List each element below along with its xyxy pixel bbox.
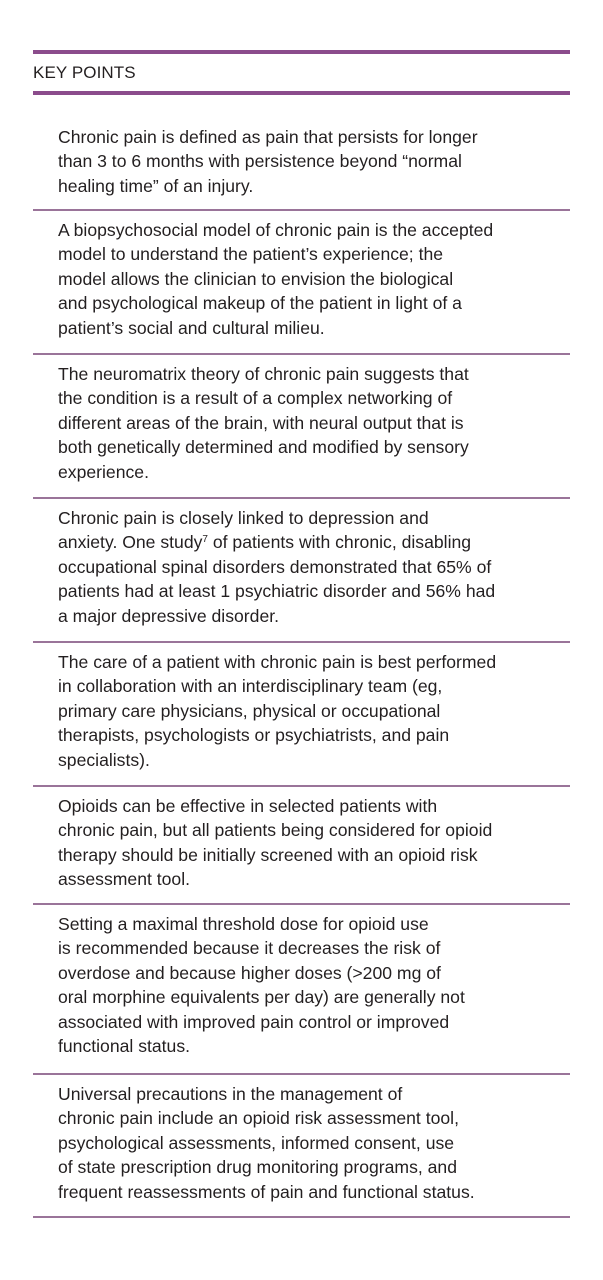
key-point-text: A biopsychosocial model of chronic pain is the accepted model to understand the patient’s experience; the model allows the clinician to envision the biological and psychological makeup of the patient in light of a patient’s social and cultural milieu.: [58, 220, 494, 338]
separator: [33, 1216, 570, 1218]
separator: [33, 785, 570, 787]
key-point-7: [33, 912, 570, 1058]
key-point-text: Chronic pain is defined as pain that persists for longer than 3 to 6 months with persistence beyond “normal healing time” of an injury.: [58, 127, 478, 196]
separator: [33, 641, 570, 643]
separator: [33, 353, 570, 355]
key-points-header: [33, 50, 570, 95]
key-point-4: [33, 506, 570, 628]
citation-superscript[interactable]: 7: [202, 534, 208, 546]
key-point-text: Universal precautions in the management of chronic pain include an opioid risk assessment tool, psychological assessments, informed consent, use of state prescription drug monitoring programs, and frequent reassessments of pain and functional status.: [58, 1084, 475, 1202]
separator: [33, 497, 570, 499]
key-point-3: [33, 362, 570, 484]
key-point-8: [33, 1082, 570, 1204]
key-point-text-before: Chronic pain is closely linked to depression and anxiety. One study: [58, 508, 429, 553]
key-point-2: [33, 218, 570, 340]
key-point-6: [33, 794, 570, 892]
separator: [33, 1073, 570, 1075]
key-points-title: KEY POINTS: [33, 63, 136, 82]
key-point-1: [33, 125, 570, 198]
key-point-text: The care of a patient with chronic pain is best performed in collaboration with an interdisciplinary team (eg, primary care physicians, physical or occupational therapists, psychologists or psychiatrists, and pain specialists).: [58, 652, 497, 770]
key-point-text: Setting a maximal threshold dose for opioid use is recommended because it decreases the risk of overdose and because higher doses (>200 mg of oral morphine equivalents per day) are generally not associated with improved pain control or improved functional status.: [58, 914, 465, 1057]
separator: [33, 903, 570, 905]
bottom-rule: [33, 91, 570, 95]
key-point-5: [33, 650, 570, 772]
key-point-text: The neuromatrix theory of chronic pain suggests that the condition is a result of a complex networking of different areas of the brain, with neural output that is both genetically determined and modified by sensory experience.: [58, 364, 469, 482]
key-point-text: Opioids can be effective in selected patients with chronic pain, but all patients being considered for opioid therapy should be initially screened with an opioid risk assessment tool.: [58, 796, 493, 890]
key-point-text: [33, 506, 570, 628]
key-point-text-after: of patients with chronic, disabling occupational spinal disorders demonstrated that 65% of patients had at least 1 psychiatric disorder and 56% had a major depressive disorder.: [58, 532, 496, 626]
separator: [33, 209, 570, 211]
